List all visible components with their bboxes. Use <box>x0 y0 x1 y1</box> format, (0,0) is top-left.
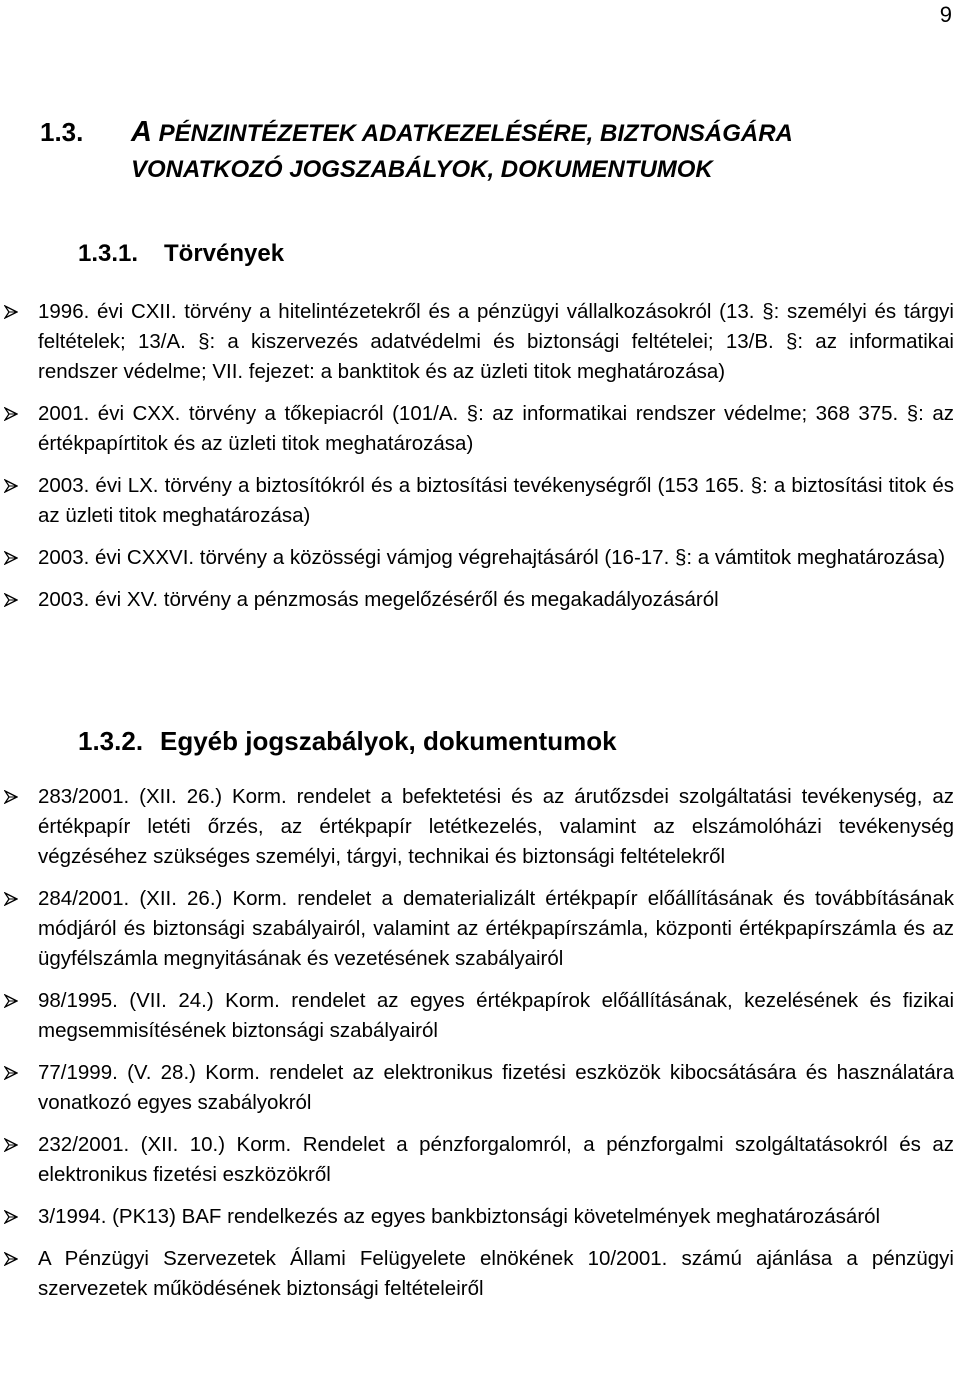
list-item-text: 232/2001. (XII. 10.) Korm. Rendelet a pénzforgalomról, a pénzforgalmi szolgáltatásokról és az elektronikus fizetési eszközökről <box>38 1133 954 1186</box>
main-heading-text <box>131 114 793 188</box>
main-heading <box>40 114 920 188</box>
arrow-bullet-icon <box>4 1066 18 1080</box>
section-title: Törvények <box>164 240 285 267</box>
list-item <box>0 1202 960 1232</box>
list-item <box>0 471 960 531</box>
main-heading-line1: PÉNZINTÉZETEK ADATKEZELÉSÉRE, BIZTONSÁGÁRA <box>151 120 793 147</box>
laws-list <box>0 297 960 627</box>
list-item-text: 2001. évi CXX. törvény a tőkepiacról (101/A. §: az informatikai rendszer védelme; 368 375. §: az értékpapírtitok és az üzleti titok meghatározása) <box>38 402 954 455</box>
main-heading-number: 1.3. <box>40 117 84 147</box>
arrow-bullet-icon <box>4 551 18 565</box>
list-item <box>0 1058 960 1118</box>
list-item <box>0 986 960 1046</box>
arrow-bullet-icon <box>4 790 18 804</box>
section-heading-laws <box>78 237 284 271</box>
list-item-text: A Pénzügyi Szervezetek Állami Felügyelete elnökének 10/2001. számú ajánlása a pénzügyi szervezetek működésének biztonsági feltételeiről <box>38 1247 954 1300</box>
arrow-bullet-icon <box>4 305 18 319</box>
list-item-text: 77/1999. (V. 28.) Korm. rendelet az elektronikus fizetési eszközök kibocsátására és használatára vonatkozó egyes szabályokról <box>38 1061 954 1114</box>
arrow-bullet-icon <box>4 892 18 906</box>
list-item-text: 2003. évi LX. törvény a biztosítókról és a biztosítási tevékenységről (153 165. §: a biztosítási titok és az üzleti titok meghatározása) <box>38 474 954 527</box>
section-heading-other <box>78 724 617 758</box>
list-item <box>0 543 960 573</box>
list-item-text: 1996. évi CXII. törvény a hitelintézetekről és a pénzügyi vállalkozásokról (13. §: személyi és tárgyi feltételek; 13/A. §: a kiszervezés adatvédelmi és biztonsági feltételei; 13/B. §: az informatikai rendszer védelme; VII. fejezet: a banktitok és az üzleti titok meghatározása) <box>38 300 954 383</box>
list-item-text: 2003. évi XV. törvény a pénzmosás megelőzéséről és megakadályozásáról <box>38 588 719 611</box>
arrow-bullet-icon <box>4 407 18 421</box>
list-item <box>0 782 960 872</box>
list-item <box>0 1244 960 1304</box>
list-item <box>0 1130 960 1190</box>
arrow-bullet-icon <box>4 479 18 493</box>
arrow-bullet-icon <box>4 1138 18 1152</box>
section-number: 1.3.2. <box>78 726 144 756</box>
list-item-text: 284/2001. (XII. 26.) Korm. rendelet a dematerializált értékpapír előállításának és továbbításának módjáról és biztonsági szabályairól, valamint az értékpapírszámla, központi értékpapírszámla és az ügyfélszámla megnyitásának és vezetésének szabályairól <box>38 887 954 970</box>
arrow-bullet-icon <box>4 1252 18 1266</box>
list-item-text: 283/2001. (XII. 26.) Korm. rendelet a befektetési és az árutőzsdei szolgáltatási tevékenység, az értékpapír letéti őrzés, az értékpapír letétkezelés, valamint az elszámolóházi tevékenység végzéséhez szükséges személyi, tárgyi, technikai és biztonsági feltételekről <box>38 785 954 868</box>
section-title: Egyéb jogszabályok, dokumentumok <box>160 726 617 756</box>
page-number: 9 <box>939 2 952 27</box>
other-regulations-list <box>0 782 960 1316</box>
list-item-text: 2003. évi CXXVI. törvény a közösségi vámjog végrehajtásáról (16-17. §: a vámtitok meghatározása) <box>38 546 946 569</box>
list-item-text: 98/1995. (VII. 24.) Korm. rendelet az egyes értékpapírok előállításának, kezelésének és fizikai megsemmisítésének biztonsági szabályairól <box>38 989 954 1042</box>
list-item <box>0 399 960 459</box>
list-item <box>0 297 960 387</box>
list-item-text: 3/1994. (PK13) BAF rendelkezés az egyes bankbiztonsági követelmények meghatározásáról <box>38 1205 881 1228</box>
main-heading-cap: A <box>131 116 152 148</box>
arrow-bullet-icon <box>4 994 18 1008</box>
list-item <box>0 585 960 615</box>
main-heading-line2: VONATKOZÓ JOGSZABÁLYOK, DOKUMENTUMOK <box>131 156 713 183</box>
list-item <box>0 884 960 974</box>
section-number: 1.3.1. <box>78 240 139 267</box>
arrow-bullet-icon <box>4 593 18 607</box>
arrow-bullet-icon <box>4 1210 18 1224</box>
